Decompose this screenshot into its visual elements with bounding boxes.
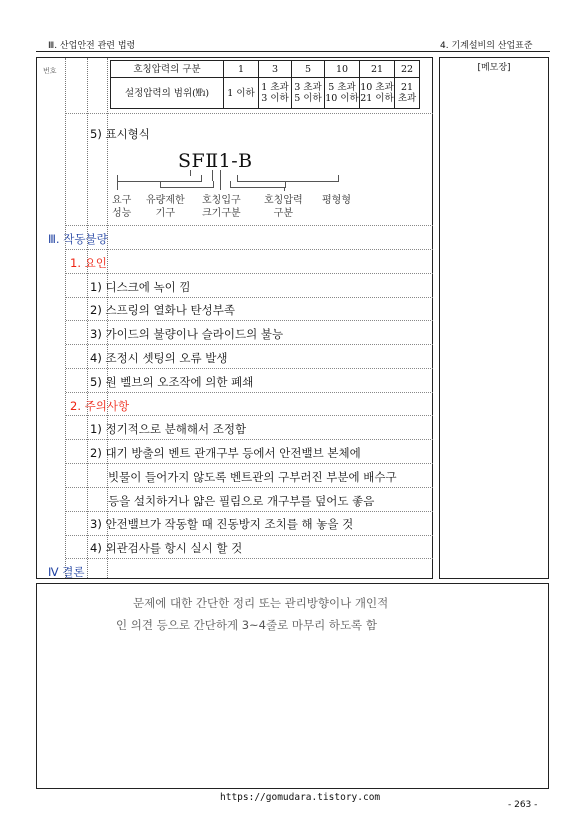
row-divider [66,558,433,559]
cause-item: 5) 원 벨브의 오조작에 의한 폐쇄 [90,375,254,389]
label-flow-restriction [146,194,185,220]
cautions-title: 2. 주의사항 [70,399,130,413]
caution-item-continued: 빗물이 들어가지 않도록 벤트관의 구부러진 부분에 배수구 [108,470,397,484]
bracket-line [230,181,286,188]
causes-title: 1. 요인 [70,256,107,270]
cell-line: 5 이하 [294,93,322,104]
caution-item: 2) 대기 방출의 벤트 관개구부 등에서 안전밸브 본체에 [90,446,361,460]
label-line: 크기구분 [202,208,241,219]
bracket-line [160,181,214,188]
header-left-title: Ⅲ. 산업안전 관련 법령 [48,41,136,51]
header-divider [36,51,550,52]
column-line-1 [65,58,66,578]
label-line: 유량제한 [146,195,185,206]
summary-line: 문제에 대한 간단한 정리 또는 관리방향이나 개인적 [133,596,389,610]
stem-line [212,170,213,181]
label-line: 기구 [155,208,175,219]
table-cell: 21 [360,61,395,78]
stem-line [220,170,221,190]
cell-line: 5 초과 [328,82,356,93]
column-line-2 [87,58,88,578]
cell-line: 10 이하 [325,93,359,104]
table-header-cell: 호칭압력의 구분 [111,61,224,78]
table-header-cell: 설정압력의 범위(㎫) [111,78,224,109]
header-right-title: 4. 기계설비의 산업표준 [440,41,533,51]
row-divider [66,511,433,512]
pressure-class-table [110,60,420,109]
label-balanced-type [322,194,351,207]
summary-line: 인 의견 등으로 간단하게 3~4줄로 마무리 하도록 함 [116,618,377,632]
page-number: - 263 - [508,800,538,810]
row-divider [66,415,433,416]
row-divider [66,344,433,345]
label-inlet-size [202,194,241,220]
row-divider [66,225,433,226]
cause-item: 2) 스프링의 열화나 탄성부족 [90,303,235,317]
cell-line: 21 이하 [360,93,394,104]
number-column-label: 번호 [43,67,57,75]
bracket-line [237,175,339,182]
section-3-title: Ⅲ. 작동불량 [48,232,108,246]
table-row [111,78,420,109]
table-cell: 5 [292,61,325,78]
row-divider [66,535,433,536]
cell-line: 21 [400,82,414,93]
stem-line [190,170,191,176]
caution-item: 4) 외관검사를 항시 실시 할 것 [90,541,243,555]
cell-line: 1 초과 [261,82,289,93]
label-line: 평형형 [322,195,351,206]
cell-line: 3 초과 [294,82,322,93]
display-format-heading: 5) 표시형식 [90,127,150,141]
label-required-performance [112,194,131,220]
summary-box [36,583,549,789]
label-pressure-class [264,194,303,220]
row-divider [66,487,433,488]
cell-line: 3 이하 [261,93,289,104]
row-divider [66,368,433,369]
table-cell: 22 [395,61,420,78]
row-divider [66,297,433,298]
memo-box [439,57,549,579]
table-cell [325,78,360,109]
label-line: 요구 [112,195,132,206]
caution-item-continued: 등을 설치하거나 얇은 필림으로 개구부를 덮어도 좋음 [108,494,375,508]
caution-item: 1) 정기적으로 분해해서 조정함 [90,422,247,436]
cell-line: 10 초과 [360,82,394,93]
cell-line: 초과 [397,93,417,104]
stem-line [284,187,285,191]
cause-item: 3) 가이드의 불량이나 슬라이드의 불능 [90,327,284,341]
table-cell [224,78,259,109]
memo-title: [메모장] [477,63,511,73]
table-cell: 1 [224,61,259,78]
stem-line [117,181,118,190]
label-line: 호칭입구 [202,195,241,206]
cause-item: 4) 조정시 셋팅의 오류 발생 [90,351,228,365]
section-4-title: Ⅳ 결론 [48,565,85,579]
row-divider [66,392,433,393]
footer-url: https://gomudara.tistory.com [220,792,381,803]
cell-line: 1 이하 [227,87,255,99]
row-divider [66,439,433,440]
table-cell [360,78,395,109]
label-line: 구분 [273,208,293,219]
table-cell: 10 [325,61,360,78]
table-row [111,61,420,78]
cause-item: 1) 디스크에 녹이 낌 [90,280,191,294]
table-cell [395,78,420,109]
table-cell [292,78,325,109]
label-line: 성능 [112,208,132,219]
row-divider [66,320,433,321]
row-divider [66,273,433,274]
table-cell: 3 [259,61,292,78]
designation-code: SFⅡ1-B [178,150,253,172]
label-line: 호칭압력 [264,195,303,206]
table-cell [259,78,292,109]
caution-item: 3) 안전밸브가 작동할 때 진동방지 조치를 해 놓을 것 [90,517,354,531]
row-divider [66,113,433,114]
row-divider [66,249,433,250]
row-divider [66,463,433,464]
